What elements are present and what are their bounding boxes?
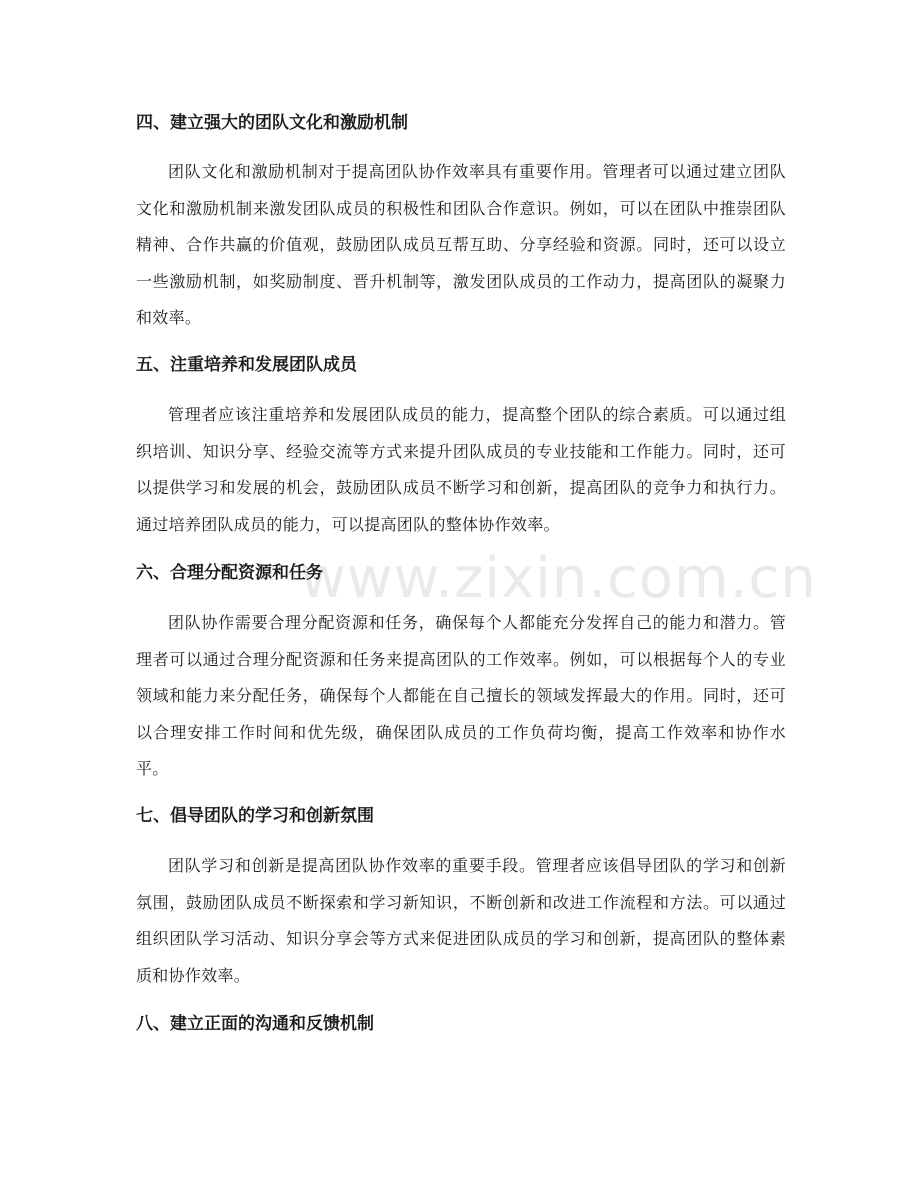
section-heading-8: 八、建立正面的沟通和反馈机制 (136, 1014, 374, 1034)
section-heading-6: 六、合理分配资源和任务 (136, 563, 323, 583)
watermark: www.zixin.com.cn (300, 546, 817, 611)
section-body-6: 团队协作需要合理分配资源和任务，确保每个人都能充分发挥自己的能力和潜力。管理者可以通过合理分配资源和任务来提高团队的工作效率。例如，可以根据每个人的专业领域和能力来分配任务，确保每个人都能在自己擅长的领域发挥最大的作用。同时，还可以合理安排工作时间和优先级，确保团队成员的工作负荷均衡，提高工作效率和协作水平。 (136, 613, 786, 778)
section-heading-5: 五、注重培养和发展团队成员 (136, 355, 357, 375)
section-body-7: 团队学习和创新是提高团队协作效率的重要手段。管理者应该倡导团队的学习和创新氛围，鼓励团队成员不断探索和学习新知识，不断创新和改进工作流程和方法。可以通过组织团队学习活动、知识分享会等方式来促进团队成员的学习和创新，提高团队的整体素质和协作效率。 (136, 856, 786, 985)
section-heading-7: 七、倡导团队的学习和创新氛围 (136, 806, 374, 826)
section-body-4: 团队文化和激励机制对于提高团队协作效率具有重要作用。管理者可以通过建立团队文化和激励机制来激发团队成员的积极性和团队合作意识。例如，可以在团队中推崇团队精神、合作共赢的价值观，鼓励团队成员互帮互助、分享经验和资源。同时，还可以设立一些激励机制，如奖励制度、晋升机制等，激发团队成员的工作动力，提高团队的凝聚力和效率。 (136, 162, 786, 327)
section-body-5: 管理者应该注重培养和发展团队成员的能力，提高整个团队的综合素质。可以通过组织培训、知识分享、经验交流等方式来提升团队成员的专业技能和工作能力。同时，还可以提供学习和发展的机会，鼓励团队成员不断学习和创新，提高团队的竞争力和执行力。通过培养团队成员的能力，可以提高团队的整体协作效率。 (136, 405, 786, 534)
section-heading-4: 四、建立强大的团队文化和激励机制 (136, 113, 408, 133)
